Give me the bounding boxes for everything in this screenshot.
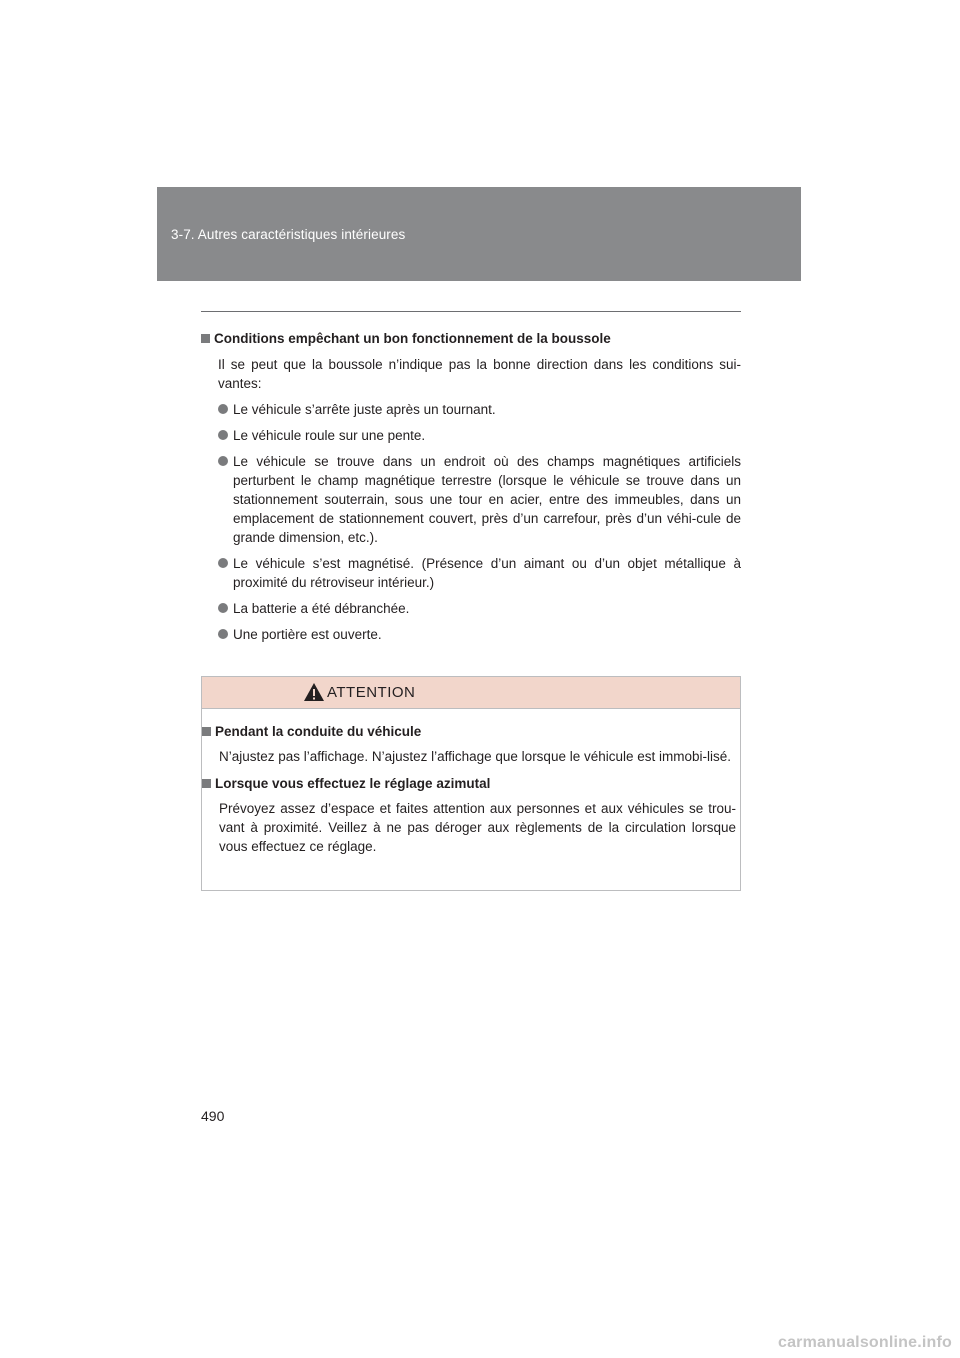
list-item-text: La batterie a été débranchée. xyxy=(233,601,410,616)
top-divider xyxy=(201,311,741,312)
attention-label: ATTENTION xyxy=(327,684,416,701)
page-number: 490 xyxy=(201,1108,225,1124)
section-title-text: Conditions empêchant un bon fonctionnement de la boussole xyxy=(214,331,611,346)
attention-item-title xyxy=(202,774,740,794)
list-item-text: Une portière est ouverte. xyxy=(233,627,382,642)
round-bullet-icon xyxy=(218,430,228,440)
round-bullet-icon xyxy=(218,603,228,613)
list-item-text: Le véhicule s’est magnétisé. (Présence d’un aimant ou d’un objet métallique à proximité du rétroviseur intérieur.) xyxy=(233,556,741,590)
list-item xyxy=(218,452,741,547)
list-item xyxy=(218,599,741,618)
round-bullet-icon xyxy=(218,404,228,414)
section-header-bar xyxy=(157,187,801,281)
square-bullet-icon xyxy=(201,334,210,343)
section-header-title: 3-7. Autres caractéristiques intérieures xyxy=(171,227,406,242)
warning-triangle-icon xyxy=(303,682,325,702)
attention-item-text: Prévoyez assez d’espace et faites attention aux personnes et aux véhicules se trou-vant à proximité. Veillez à ne pas déroger aux règlements de la circulation lorsque vous effectuez ce réglage. xyxy=(219,801,736,854)
round-bullet-icon xyxy=(218,558,228,568)
attention-item-text: N’ajustez pas l’affichage. N’ajustez l’affichage que lorsque le véhicule est immobi-lisé. xyxy=(219,749,732,764)
attention-item-title-text: Lorsque vous effectuez le réglage azimutal xyxy=(215,776,491,791)
attention-item-title xyxy=(202,722,740,742)
square-bullet-icon xyxy=(202,779,211,788)
list-item xyxy=(218,554,741,592)
section-title xyxy=(201,329,741,349)
attention-item-title-text: Pendant la conduite du véhicule xyxy=(215,724,422,739)
list-item-text: Le véhicule s’arrête juste après un tournant. xyxy=(233,402,496,417)
list-item xyxy=(218,625,741,644)
round-bullet-icon xyxy=(218,629,228,639)
square-bullet-icon xyxy=(202,727,211,736)
round-bullet-icon xyxy=(218,456,228,466)
compass-conditions-section xyxy=(201,329,741,651)
list-item-text: Le véhicule se trouve dans un endroit où des champs magnétiques artificiels perturbent le champ magnétique terrestre (lorsque le véhicule se trouve dans un stationnement souterrain, sous une tour en acier, entre des immeubles, dans un emplacement de stationnement couvert, près d’un carrefour, près d’un véhi-cule de grande dimension, etc.). xyxy=(233,454,741,545)
watermark: carmanualsonline.info xyxy=(777,1334,952,1351)
list-item-text: Le véhicule roule sur une pente. xyxy=(233,428,426,443)
attention-body xyxy=(202,709,740,856)
list-item xyxy=(218,400,741,419)
attention-header xyxy=(202,677,740,709)
section-intro: Il se peut que la boussole n’indique pas la bonne direction dans les conditions sui-vantes: xyxy=(218,357,741,391)
list-item xyxy=(218,426,741,445)
attention-box xyxy=(201,676,741,891)
